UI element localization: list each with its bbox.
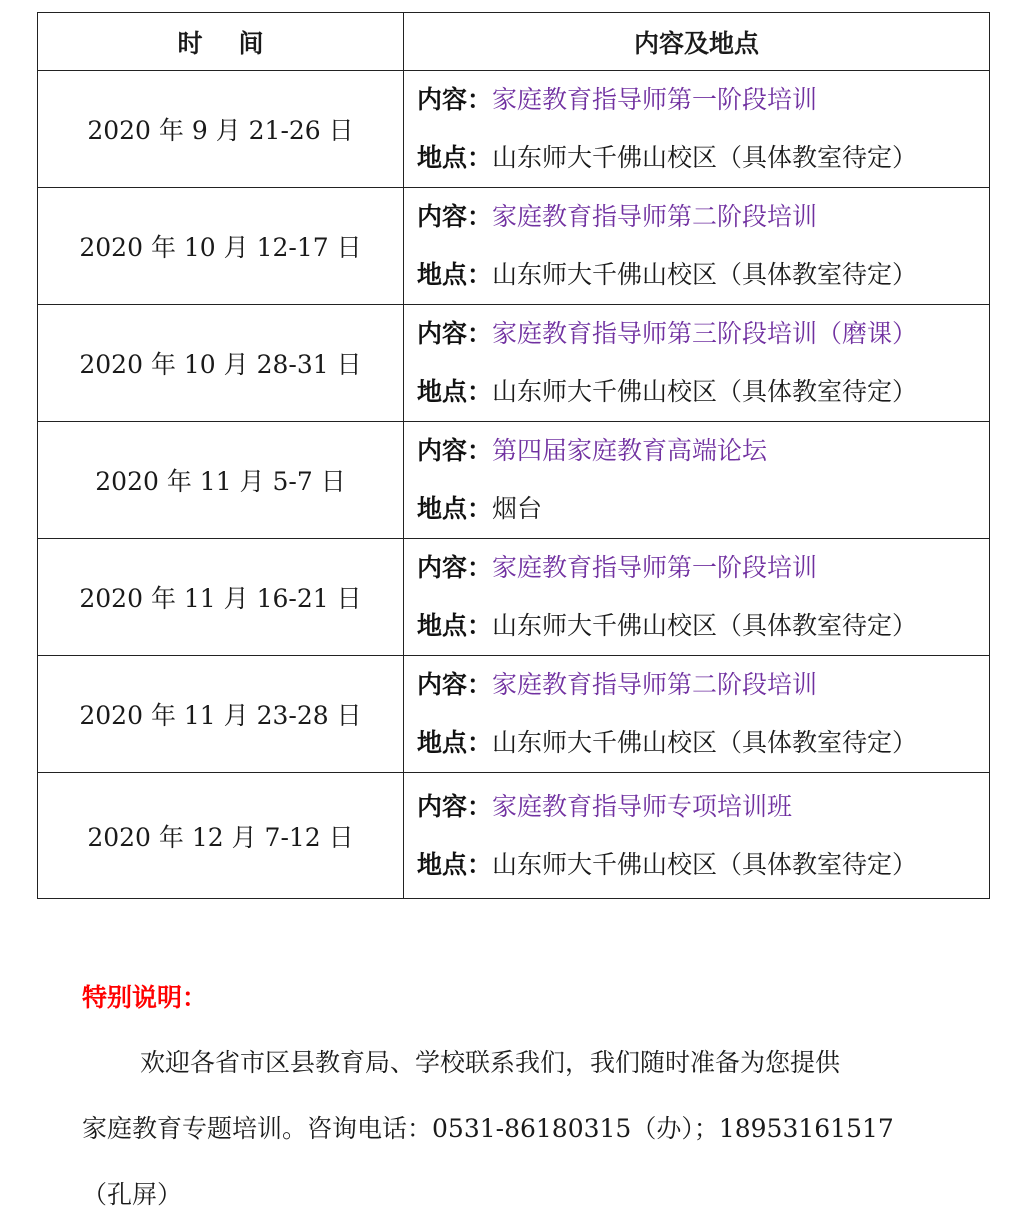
row-place-line (417, 597, 989, 655)
place-label: 地点： (417, 377, 493, 406)
row-place-line (417, 836, 989, 894)
header-content-place: 内容及地点 (404, 13, 990, 71)
header-time: 时间 (38, 13, 404, 71)
row-place-line (417, 246, 989, 304)
row-place-line (417, 363, 989, 421)
row-place: 山东师大千佛山校区（具体教室待定） (492, 611, 918, 640)
place-label: 地点： (417, 611, 493, 640)
row-date: 2020 年 11 月 16-21 日 (38, 539, 404, 656)
row-place: 山东师大千佛山校区（具体教室待定） (492, 143, 918, 172)
row-info (404, 656, 990, 773)
row-content: 家庭教育指导师第二阶段培训 (492, 202, 818, 231)
row-place-line (417, 714, 989, 772)
content-label: 内容： (417, 670, 493, 699)
row-content: 家庭教育指导师专项培训班 (492, 791, 793, 821)
table-row (38, 773, 990, 899)
table-header-row (38, 13, 990, 71)
row-date: 2020 年 9 月 21-26 日 (38, 71, 404, 188)
row-place-line (417, 480, 989, 538)
row-content-line (417, 778, 989, 836)
row-content: 第四届家庭教育高端论坛 (492, 436, 768, 465)
row-date: 2020 年 10 月 12-17 日 (38, 188, 404, 305)
content-label: 内容： (417, 436, 493, 465)
note-line-3: （孔屏） (82, 1180, 183, 1209)
schedule-table (37, 12, 990, 899)
special-note-body (82, 1030, 962, 1228)
row-content: 家庭教育指导师第一阶段培训 (492, 85, 818, 114)
place-label: 地点： (417, 494, 493, 523)
table-row (38, 656, 990, 773)
row-place: 烟台 (492, 494, 543, 523)
row-place: 山东师大千佛山校区（具体教室待定） (492, 260, 918, 289)
row-content-line (417, 305, 989, 363)
row-place-line (417, 129, 989, 187)
table-row (38, 305, 990, 422)
row-info (404, 539, 990, 656)
place-label: 地点： (417, 849, 493, 879)
row-date: 2020 年 12 月 7-12 日 (38, 773, 404, 899)
table-row (38, 422, 990, 539)
place-label: 地点： (417, 260, 493, 289)
row-date: 2020 年 11 月 5-7 日 (38, 422, 404, 539)
content-label: 内容： (417, 553, 493, 582)
table-row (38, 188, 990, 305)
row-info (404, 71, 990, 188)
content-label: 内容： (417, 85, 493, 114)
row-info (404, 422, 990, 539)
row-content-line (417, 188, 989, 246)
row-content-line (417, 71, 989, 129)
row-place: 山东师大千佛山校区（具体教室待定） (492, 728, 918, 757)
note-line-2: 家庭教育专题培训。咨询电话：0531-86180315（办）；18953161517 (82, 1114, 894, 1143)
row-info (404, 773, 990, 899)
note-line-1: 欢迎各省市区县教育局、学校联系我们，我们随时准备为您提供 (140, 1048, 841, 1077)
row-place: 山东师大千佛山校区（具体教室待定） (492, 377, 918, 406)
table-row (38, 539, 990, 656)
special-note-title: 特别说明： (82, 983, 208, 1012)
row-content-line (417, 422, 989, 480)
content-label: 内容： (417, 319, 493, 348)
row-content-line (417, 656, 989, 714)
row-content: 家庭教育指导师第三阶段培训（磨课） (492, 319, 918, 348)
place-label: 地点： (417, 143, 493, 172)
content-label: 内容： (417, 791, 493, 821)
table-row (38, 71, 990, 188)
row-date: 2020 年 11 月 23-28 日 (38, 656, 404, 773)
row-content-line (417, 539, 989, 597)
content-label: 内容： (417, 202, 493, 231)
row-content: 家庭教育指导师第一阶段培训 (492, 553, 818, 582)
place-label: 地点： (417, 728, 493, 757)
row-info (404, 188, 990, 305)
row-date: 2020 年 10 月 28-31 日 (38, 305, 404, 422)
row-info (404, 305, 990, 422)
row-content: 家庭教育指导师第二阶段培训 (492, 670, 818, 699)
row-place: 山东师大千佛山校区（具体教室待定） (492, 849, 918, 879)
